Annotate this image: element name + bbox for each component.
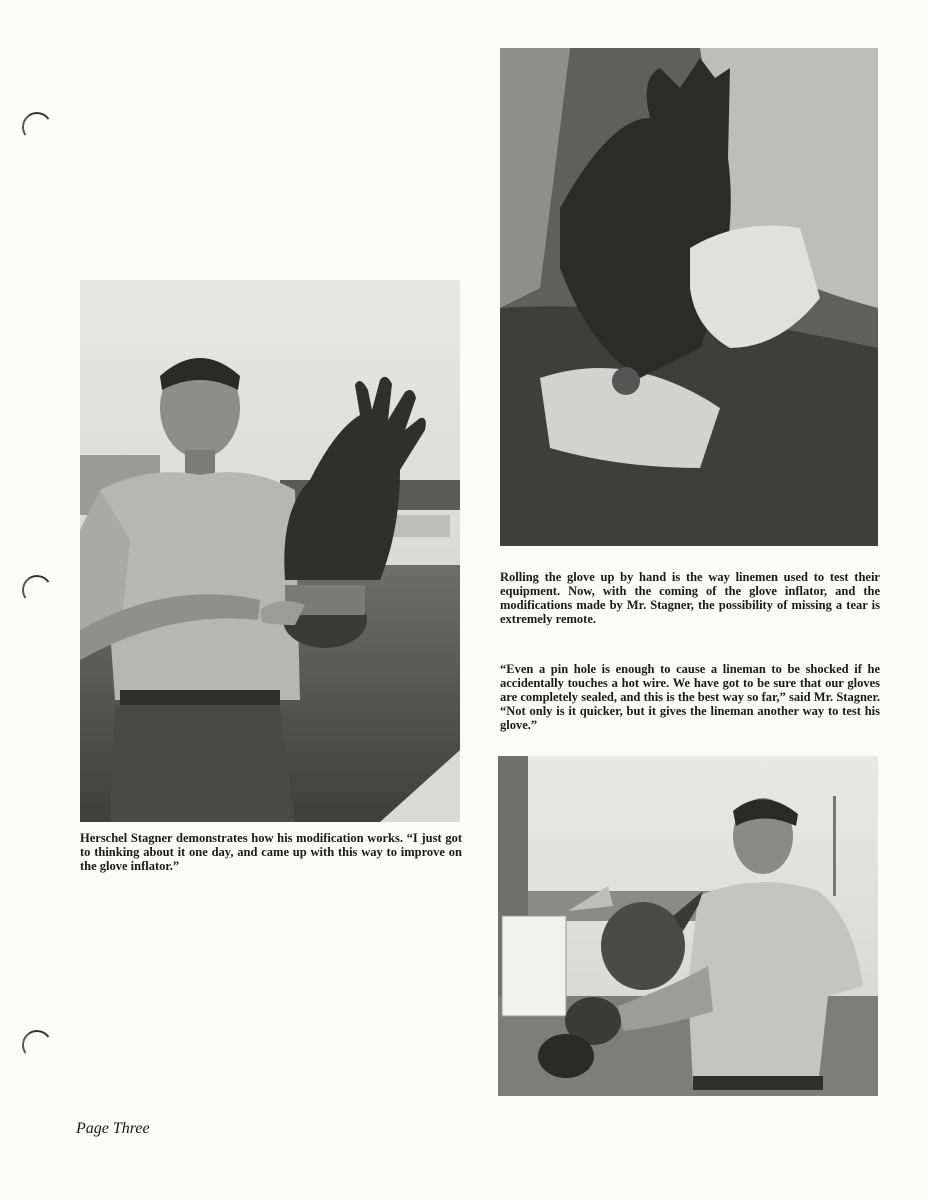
photo-rolling-glove (500, 48, 878, 546)
photo-stagner-with-glove (80, 280, 460, 822)
page-number: Page Three (76, 1120, 150, 1137)
caption-top-right: Rolling the glove up by hand is the way linemen used to test their equipment. Now, with the coming of the glove inflator, and the modifications made by Mr. Stagner, the possibility of missing a tear is extremely remote. (500, 570, 880, 626)
caption-left: Herschel Stagner demonstrates how his modification works. “I just got to thinking about it one day, and came up with this way to improve on the glove inflator.” (80, 831, 462, 873)
punch-hole (20, 110, 55, 145)
quote-paragraph: “Even a pin hole is enough to cause a lineman to be shocked if he accidentally touches a hot wire. We have got to be sure that our gloves are completely sealed, and this is the best way so far,” said Mr. Stagner. “Not only is it quicker, but it gives the lineman another way to test his glove.” (500, 662, 880, 732)
photo-inflator-outdoors (498, 756, 878, 1096)
punch-hole (20, 1028, 55, 1063)
punch-hole (20, 573, 55, 608)
